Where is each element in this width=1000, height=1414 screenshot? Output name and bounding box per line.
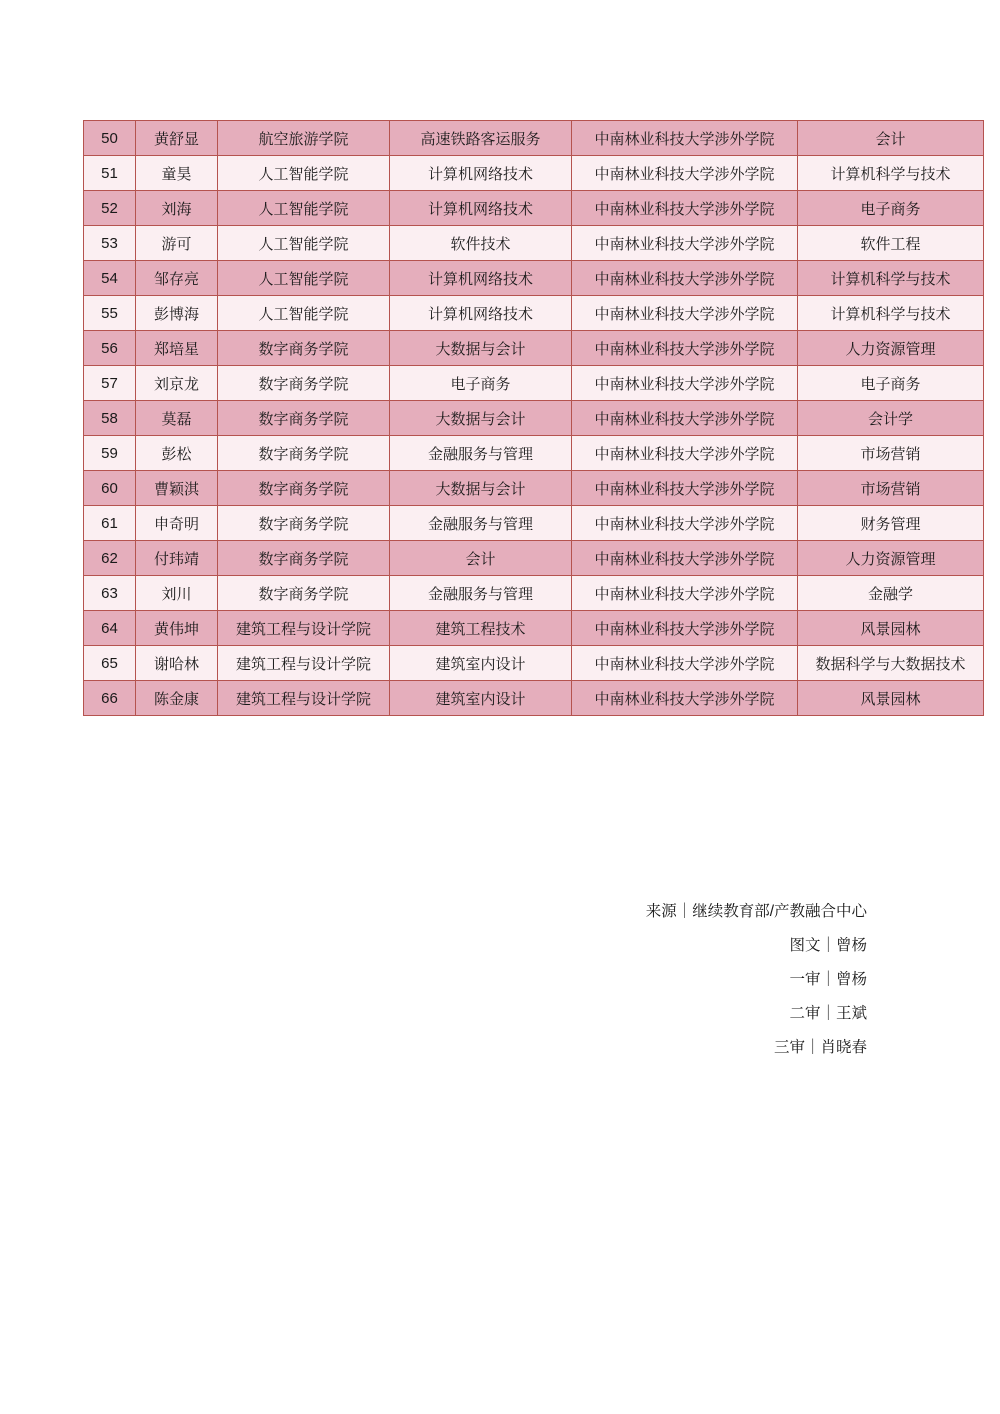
table-cell: 航空旅游学院 [218, 121, 390, 156]
table-cell: 建筑室内设计 [390, 646, 572, 681]
table-cell: 54 [84, 261, 136, 296]
table-cell: 刘川 [136, 576, 218, 611]
table-row [84, 646, 984, 681]
table-cell: 数字商务学院 [218, 366, 390, 401]
table-cell: 63 [84, 576, 136, 611]
table-cell: 中南林业科技大学涉外学院 [572, 436, 798, 471]
table-cell: 人力资源管理 [798, 541, 984, 576]
table-row [84, 541, 984, 576]
table-row [84, 121, 984, 156]
credit-line: 三审｜肖晓春 [773, 1039, 867, 1056]
table-cell: 数字商务学院 [218, 401, 390, 436]
table-cell: 62 [84, 541, 136, 576]
table-cell: 大数据与会计 [390, 401, 572, 436]
table-cell: 黄舒显 [136, 121, 218, 156]
table-cell: 电子商务 [390, 366, 572, 401]
table-cell: 莫磊 [136, 401, 218, 436]
table-cell: 数字商务学院 [218, 436, 390, 471]
table-cell: 50 [84, 121, 136, 156]
table-cell: 高速铁路客运服务 [390, 121, 572, 156]
table-cell: 邹存亮 [136, 261, 218, 296]
table-cell: 中南林业科技大学涉外学院 [572, 611, 798, 646]
table-cell: 彭松 [136, 436, 218, 471]
table-cell: 人力资源管理 [798, 331, 984, 366]
table-row [84, 261, 984, 296]
table-cell: 59 [84, 436, 136, 471]
table-cell: 数据科学与大数据技术 [798, 646, 984, 681]
table-row [84, 401, 984, 436]
table-row [84, 506, 984, 541]
table-cell: 财务管理 [798, 506, 984, 541]
table-row [84, 296, 984, 331]
table-cell: 建筑工程与设计学院 [218, 681, 390, 716]
table-cell: 66 [84, 681, 136, 716]
table-cell: 计算机网络技术 [390, 261, 572, 296]
table-cell: 刘海 [136, 191, 218, 226]
table-cell: 数字商务学院 [218, 576, 390, 611]
table-cell: 会计学 [798, 401, 984, 436]
table-cell: 计算机科学与技术 [798, 296, 984, 331]
table-cell: 会计 [798, 121, 984, 156]
table-cell: 黄伟坤 [136, 611, 218, 646]
table-cell: 中南林业科技大学涉外学院 [572, 331, 798, 366]
table-cell: 曹颖淇 [136, 471, 218, 506]
table-cell: 中南林业科技大学涉外学院 [572, 401, 798, 436]
table-cell: 大数据与会计 [390, 471, 572, 506]
table-cell: 金融服务与管理 [390, 436, 572, 471]
table-cell: 中南林业科技大学涉外学院 [572, 296, 798, 331]
table-cell: 市场营销 [798, 471, 984, 506]
table-row [84, 576, 984, 611]
credits-block [646, 895, 867, 1065]
table-cell: 申奇明 [136, 506, 218, 541]
table-cell: 陈金康 [136, 681, 218, 716]
table-cell: 电子商务 [798, 366, 984, 401]
table-cell: 金融服务与管理 [390, 576, 572, 611]
table-cell: 55 [84, 296, 136, 331]
table-cell: 软件工程 [798, 226, 984, 261]
table-cell: 金融学 [798, 576, 984, 611]
table-cell: 电子商务 [798, 191, 984, 226]
credit-line: 二审｜王斌 [789, 1005, 867, 1022]
table-cell: 中南林业科技大学涉外学院 [572, 576, 798, 611]
table-cell: 游可 [136, 226, 218, 261]
table-cell: 61 [84, 506, 136, 541]
table-cell: 风景园林 [798, 611, 984, 646]
credit-line: 来源｜继续教育部/产教融合中心 [645, 903, 867, 920]
table-row [84, 611, 984, 646]
table-cell: 刘京龙 [136, 366, 218, 401]
table-row [84, 436, 984, 471]
table-cell: 64 [84, 611, 136, 646]
table-row [84, 226, 984, 261]
table-cell: 建筑工程与设计学院 [218, 646, 390, 681]
table-row [84, 331, 984, 366]
table-cell: 计算机网络技术 [390, 296, 572, 331]
table-cell: 付玮靖 [136, 541, 218, 576]
table-cell: 建筑工程技术 [390, 611, 572, 646]
table-cell: 人工智能学院 [218, 261, 390, 296]
table-cell: 数字商务学院 [218, 506, 390, 541]
table-cell: 郑培星 [136, 331, 218, 366]
table-cell: 中南林业科技大学涉外学院 [572, 156, 798, 191]
table-cell: 软件技术 [390, 226, 572, 261]
table-cell: 市场营销 [798, 436, 984, 471]
table-cell: 计算机科学与技术 [798, 261, 984, 296]
table-cell: 中南林业科技大学涉外学院 [572, 646, 798, 681]
table-cell: 建筑工程与设计学院 [218, 611, 390, 646]
table-cell: 中南林业科技大学涉外学院 [572, 191, 798, 226]
table-body [84, 121, 984, 716]
table-cell: 建筑室内设计 [390, 681, 572, 716]
table-row [84, 191, 984, 226]
table-cell: 计算机科学与技术 [798, 156, 984, 191]
table-cell: 计算机网络技术 [390, 191, 572, 226]
table-cell: 60 [84, 471, 136, 506]
table-cell: 中南林业科技大学涉外学院 [572, 506, 798, 541]
table-cell: 65 [84, 646, 136, 681]
table-cell: 中南林业科技大学涉外学院 [572, 471, 798, 506]
table-cell: 计算机网络技术 [390, 156, 572, 191]
table-row [84, 366, 984, 401]
table-cell: 人工智能学院 [218, 156, 390, 191]
table-cell: 中南林业科技大学涉外学院 [572, 681, 798, 716]
credit-line: 一审｜曾杨 [789, 971, 867, 988]
table-cell: 中南林业科技大学涉外学院 [572, 261, 798, 296]
table-cell: 58 [84, 401, 136, 436]
table-cell: 中南林业科技大学涉外学院 [572, 121, 798, 156]
credit-line: 图文｜曾杨 [789, 937, 867, 954]
table-cell: 数字商务学院 [218, 541, 390, 576]
table-cell: 谢哈林 [136, 646, 218, 681]
table-row [84, 681, 984, 716]
table-cell: 金融服务与管理 [390, 506, 572, 541]
table-row [84, 156, 984, 191]
table-cell: 52 [84, 191, 136, 226]
table-cell: 53 [84, 226, 136, 261]
table-row [84, 471, 984, 506]
table-cell: 56 [84, 331, 136, 366]
student-articulation-table-wrapper [83, 120, 983, 716]
table-cell: 人工智能学院 [218, 191, 390, 226]
table-cell: 会计 [390, 541, 572, 576]
table-cell: 风景园林 [798, 681, 984, 716]
table-cell: 数字商务学院 [218, 471, 390, 506]
student-articulation-table [83, 120, 984, 716]
table-cell: 中南林业科技大学涉外学院 [572, 541, 798, 576]
table-cell: 51 [84, 156, 136, 191]
table-cell: 童昊 [136, 156, 218, 191]
table-cell: 中南林业科技大学涉外学院 [572, 366, 798, 401]
table-cell: 人工智能学院 [218, 296, 390, 331]
table-cell: 人工智能学院 [218, 226, 390, 261]
table-cell: 57 [84, 366, 136, 401]
table-cell: 中南林业科技大学涉外学院 [572, 226, 798, 261]
table-cell: 彭博海 [136, 296, 218, 331]
table-cell: 数字商务学院 [218, 331, 390, 366]
table-cell: 大数据与会计 [390, 331, 572, 366]
